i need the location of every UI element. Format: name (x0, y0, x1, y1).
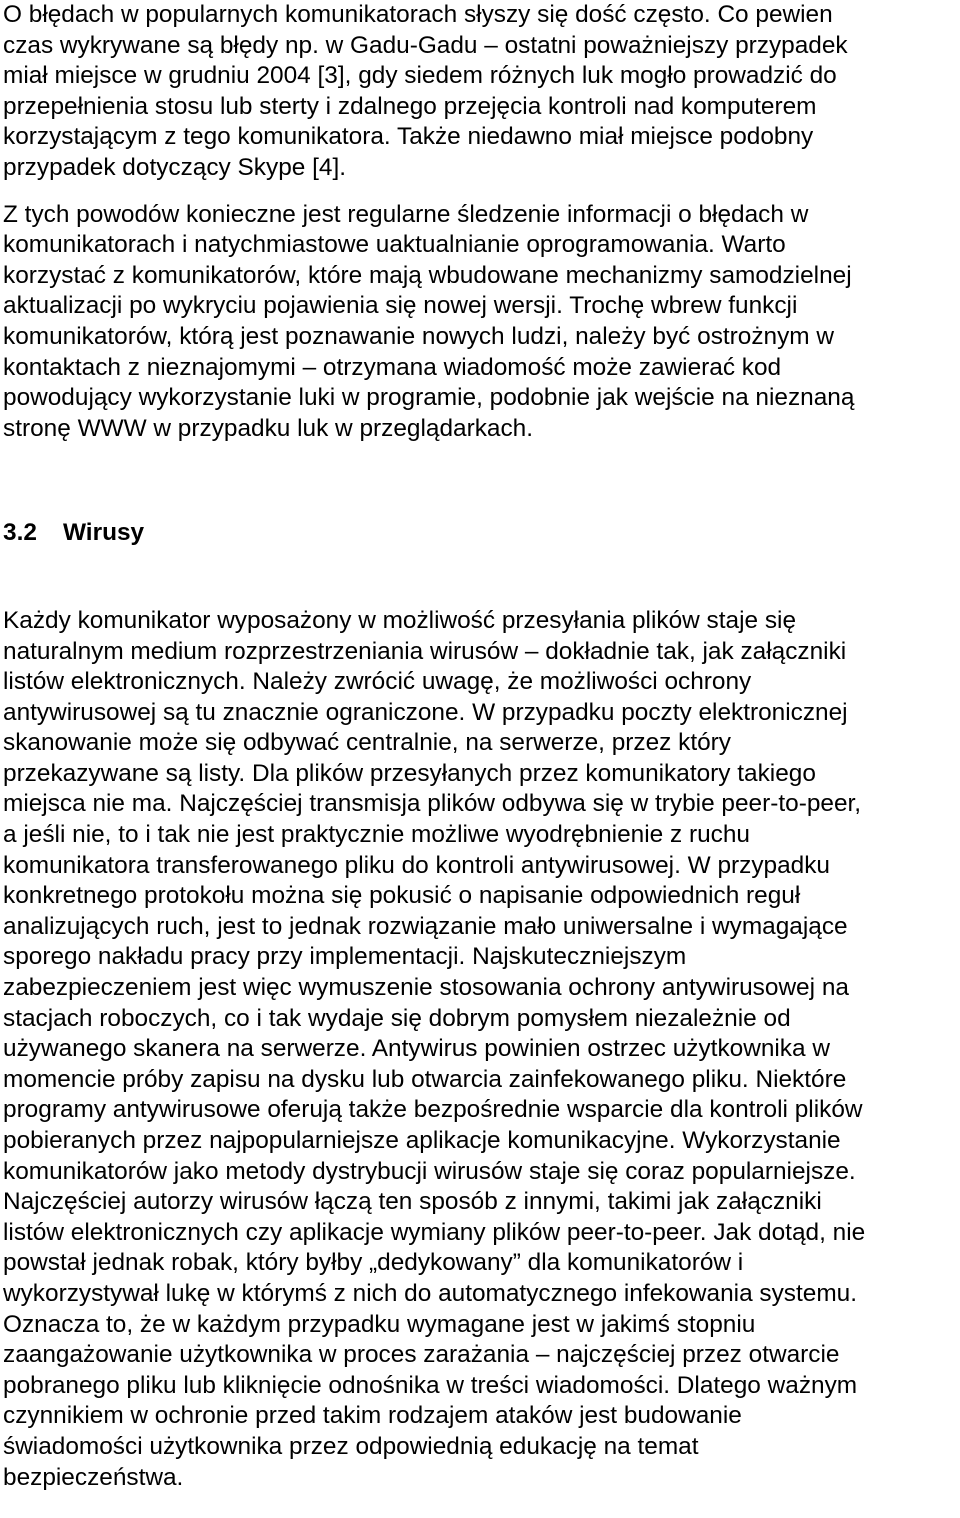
section-heading (3, 518, 957, 549)
section-title: Wirusy (63, 519, 145, 547)
document-page (3, 0, 957, 1493)
section-number: 3.2 (3, 519, 37, 547)
paragraph-updates: Z tych powodów konieczne jest regularne śledzenie informacji o błędach w komunikatorach i natychmiastowe uaktualnianie oprogramowania. Warto korzystać z komunikatorów, które mają wbudowane mechanizmy samodzielnej aktualizacji po wykryciu pojawienia się nowej wersji. Trochę wbrew funkcji komunikatorów, którą jest poznawanie nowych ludzi, należy być ostrożnym w kontaktach z nieznajomymi – otrzymana wiadomość może zawierać kod powodujący wykorzystanie luki w programie, podobnie jak wejście na nieznaną stronę WWW w przypadku luk w przeglądarkach. (3, 200, 855, 442)
paragraph-viruses: Każdy komunikator wyposażony w możliwość przesyłania plików staje się naturalnym medium rozprzestrzeniania wirusów – dokładnie tak, jak załączniki listów elektronicznych. Należy zwrócić uwagę, że możliwości ochrony antywirusowej są tu znacznie ograniczone. W przypadku poczty elektronicznej skanowanie może się odbywać centralnie, na serwerze, przez który przekazywane są listy. Dla plików przesyłanych przez komunikatory takiego miejsca nie ma. Najczęściej transmisja plików odbywa się w trybie peer-to-peer, a jeśli nie, to i tak nie jest praktycznie możliwe wyodrębnienie z ruchu komunikatora transferowanego pliku do kontroli antywirusowej. W przypadku konkretnego protokołu można się pokusić o napisanie odpowiednich reguł analizujących ruch, jest to jednak rozwiązanie mało uniwersalne i wymagające sporego nakładu pracy przy implementacji. Najskuteczniejszym zabezpieczeniem jest więc wymuszenie stosowania ochrony antywirusowej na stacjach roboczych, co i tak wydaje się dobrym pomysłem niezależnie od używanego skanera na serwerze. Antywirus powinien ostrzec użytkownika w momencie próby zapisu na dysku lub otwarcia zainfekowanego pliku. Niektóre programy antywirusowe oferują także bezpośrednie wsparcie dla kontroli plików pobieranych przez najpopularniejsze aplikacje komunikacyjne. Wykorzystanie komunikatorów jako metody dystrybucji wirusów staje się coraz popularniejsze. Najczęściej autorzy wirusów łączą ten sposób z innymi, takimi jak załączniki listów elektronicznych czy aplikacje wymiany plików peer-to-peer. Jak dotąd, nie powstał jednak robak, który byłby „dedykowany” dla komunikatorów i wykorzystywał lukę w którymś z nich do automatycznego infekowania systemu. Oznacza to, że w każdym przypadku wymagane jest w jakimś stopniu zaangażowanie użytkownika w proces zarażania – najczęściej przez otwarcie pobranego pliku lub kliknięcie odnośnika w treści wiadomości. Dlatego ważnym czynnikiem w ochronie przed takim rodzajem ataków jest budowanie świadomości użytkownika przez odpowiednią edukację na temat bezpieczeństwa. (3, 606, 866, 1491)
paragraph-messenger-bugs: O błędach w popularnych komunikatorach słyszy się dość często. Co pewien czas wykrywane są błędy np. w Gadu-Gadu – ostatni poważniejszy przypadek miał miejsce w grudniu 2004 [3], gdy siedem różnych luk mogło prowadzić do przepełnienia stosu lub sterty i zdalnego przejęcia kontroli nad komputerem korzystającym z tego komunikatora. Także niedawno miał miejsce podobny przypadek dotyczący Skype [4]. (3, 1, 848, 181)
